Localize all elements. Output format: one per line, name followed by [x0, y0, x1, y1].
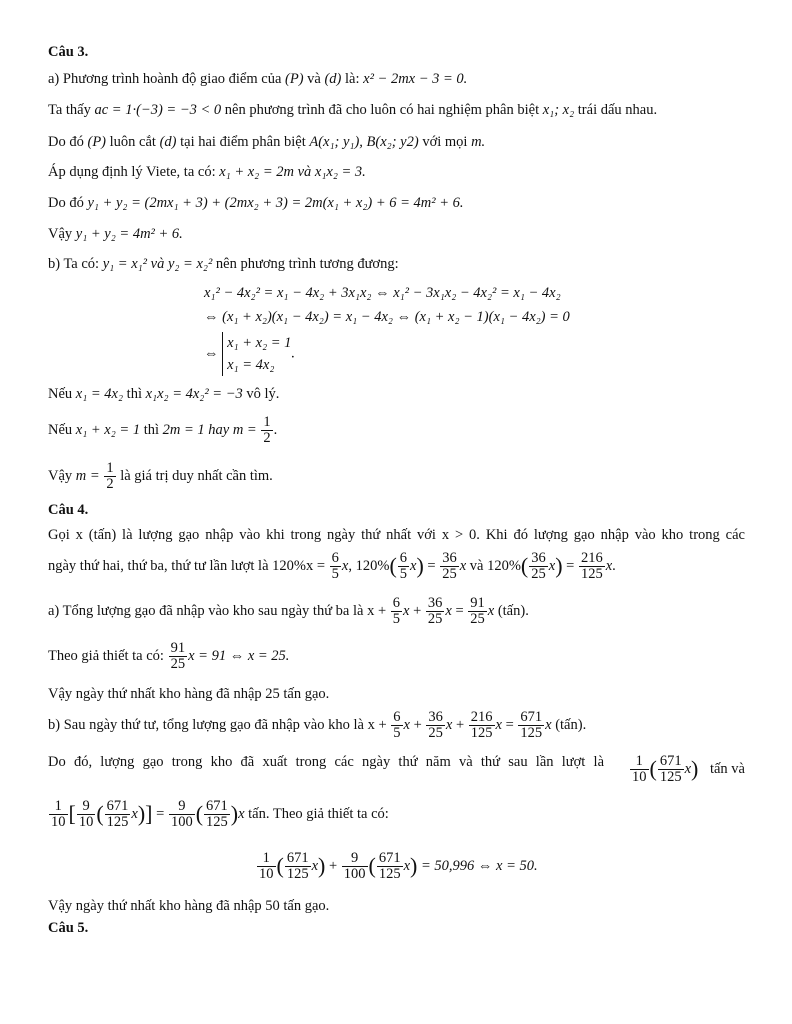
text: nên phương trình đã cho luôn có hai nghiệm phân biệt — [221, 102, 543, 118]
fraction — [377, 851, 403, 882]
fraction — [342, 851, 368, 882]
text: là: — [341, 71, 364, 87]
export-term: $\frac{1}{10}$ ( $\frac{671}{125}$ x) tấn và — [632, 753, 745, 785]
denominator: 125 — [580, 566, 603, 582]
equation-system — [204, 332, 295, 376]
text: (tấn). — [551, 716, 587, 733]
math: x² − 2mx − 3 = 0. — [363, 71, 468, 87]
math: x — [403, 602, 410, 619]
text: . — [273, 421, 278, 438]
math: x — [341, 557, 349, 574]
q4-export-line-2: $\frac{1}{10}$ [ $\frac{9}{10}$ ( $\frac{671}{125}$ x)] = $\frac{9}{100}$ ( $\frac{671}{125}$ )x tấn. Theo giả thiết ta có: — [51, 798, 389, 830]
math: x — [459, 557, 467, 574]
q3-viete-line — [48, 164, 366, 181]
text: tại hai điểm phân biệt — [176, 134, 310, 150]
q4-answer-a: Vậy ngày thứ nhất kho hàng đã nhập 25 tấn gạo. — [48, 686, 330, 702]
text: = — [562, 557, 575, 574]
denominator: 5 — [399, 566, 408, 582]
text: và 120% — [466, 557, 521, 574]
text: = — [451, 602, 464, 619]
text: + — [409, 716, 422, 733]
numerator: 1 — [257, 851, 276, 867]
fraction — [105, 799, 131, 830]
q4-hypothesis-line — [48, 641, 289, 672]
denominator: 10 — [259, 866, 274, 882]
text: = — [501, 716, 514, 733]
fraction — [579, 551, 605, 582]
fraction — [440, 551, 459, 582]
math: y₁ = x₁² và y₂ = x₂² — [102, 256, 213, 272]
fraction — [49, 799, 68, 830]
numerator: 671 — [378, 850, 401, 866]
denominator: 125 — [206, 814, 228, 830]
numerator: 91 — [170, 640, 186, 656]
q3-cut-line — [48, 134, 485, 151]
q4-paragraph-1: Gọi x (tấn) là lượng gạo nhập vào khi trong ngày thứ nhất với x > 0. Khi đó lượng gạo nhập vào kho trong các — [48, 527, 745, 543]
math: x₁ + x₂ = 2m và x₁x₂ = 3. — [219, 164, 366, 180]
text: + — [452, 716, 465, 733]
numerator: 9 — [77, 799, 96, 815]
denominator: 125 — [106, 814, 129, 830]
text: Vậy — [48, 226, 76, 242]
denominator: 125 — [520, 725, 543, 741]
denominator: 100 — [343, 866, 366, 882]
system-row: x₁ = 4x₂ — [227, 357, 275, 373]
numerator: 1 — [49, 799, 68, 815]
math: m = — [75, 467, 100, 484]
text: Ta thấy — [48, 102, 95, 118]
math: x — [410, 557, 417, 574]
denominator: 25 — [428, 725, 443, 741]
math: (d) — [159, 134, 177, 150]
numerator: 36 — [442, 550, 457, 566]
q3-ac-line — [48, 102, 657, 119]
fraction — [77, 799, 96, 830]
denominator: 10 — [632, 769, 647, 785]
q4-a-line — [48, 596, 529, 627]
math: x — [238, 805, 245, 822]
math: x — [403, 716, 410, 733]
q4-heading: Câu 4. — [48, 502, 89, 518]
text: . — [291, 345, 296, 362]
text: Nếu — [48, 386, 76, 402]
math: x₁x₂ = 4x₂² = −3 — [145, 386, 243, 402]
denominator: 125 — [378, 866, 401, 882]
text: = — [152, 805, 165, 822]
text: (tấn). — [494, 602, 529, 619]
text: + — [409, 602, 422, 619]
math: y₁ + y₂ = 4m² + 6. — [75, 226, 183, 242]
denominator: 25 — [531, 566, 546, 582]
denominator: 100 — [170, 814, 193, 830]
fraction — [261, 415, 272, 446]
math: x₁ = 4x₂ — [75, 386, 124, 402]
numerator: 216 — [470, 709, 493, 725]
math: A(x₁; y₁), B(x₂; y2) — [309, 134, 419, 150]
text: tấn và — [709, 760, 745, 777]
numerator: 6 — [392, 595, 401, 611]
math: x — [131, 805, 138, 822]
text: , 120% — [348, 557, 390, 574]
equation-1: x₁² − 4x₂² = x₁ − 4x₂ + 3x₁x₂ ⇔ x₁² − 3x₁x₂ − 4x₂² = x₁ − 4x₂ — [204, 285, 561, 301]
fraction — [468, 596, 487, 627]
math: x₁; x₂ — [542, 102, 575, 118]
text: và — [303, 71, 325, 87]
q3-b-line — [48, 256, 399, 273]
math: = 50,996 ⇔ x = 50. — [417, 857, 538, 874]
denominator: 5 — [392, 611, 401, 627]
math: x — [403, 857, 411, 874]
q3-sum-line — [48, 195, 464, 212]
equation-2: ⇔ (x₁ + x₂)(x₁ − 4x₂) = x₁ − 4x₂ ⇔ (x₁ + x₂ − 1)(x₁ − 4x₂) = 0 — [204, 309, 570, 325]
text: a) Tổng lượng gạo đã nhập vào kho sau ngày thứ ba là x + — [48, 602, 387, 619]
math: x₁ + x₂ = 1 — [75, 421, 141, 438]
fraction — [426, 596, 445, 627]
q3-vay-line — [48, 226, 183, 243]
numerator: 36 — [427, 595, 443, 611]
text: = — [423, 557, 436, 574]
fraction — [204, 799, 230, 830]
math: (P) — [285, 71, 304, 87]
fraction — [169, 641, 188, 672]
denominator: 25 — [442, 566, 457, 582]
numerator: 671 — [520, 709, 543, 725]
q4-b-line — [48, 710, 586, 741]
numerator: 671 — [659, 753, 682, 769]
numerator: 91 — [470, 595, 485, 611]
fraction — [257, 851, 276, 882]
text: Áp dụng định lý Viete, ta có: — [48, 164, 220, 180]
text: b) Ta có: — [48, 256, 103, 272]
math: y₁ + y₂ = (2mx₁ + 3) + (2mx₂ + 3) = 2m(x₁ + x₂) + 6 = 4m² + 6. — [87, 195, 464, 211]
fraction — [658, 754, 684, 785]
math: x — [445, 602, 452, 619]
q3-if1-line — [48, 386, 279, 403]
fraction — [330, 551, 341, 582]
text: + — [325, 857, 338, 874]
q4-paragraph-2: ngày thứ hai, thứ ba, thứ tư lần lượt là 120%x = $\frac{6}{5}$ x, 120%( $\frac{6}{5}$ x) = $\frac{36}{25}$ x và 120%( $\frac{36}{25}$ x) = $\frac{216}{125}$ x. — [48, 550, 616, 582]
denominator: 25 — [470, 611, 485, 627]
text: . — [612, 557, 616, 574]
math: x — [548, 557, 556, 574]
text: thì — [123, 386, 146, 402]
numerator: 216 — [580, 550, 603, 566]
math: x — [311, 857, 319, 874]
text: b) Sau ngày thứ tư, tổng lượng gạo đã nhập vào kho là x + — [48, 716, 387, 733]
denominator: 10 — [51, 814, 66, 830]
iff-symbol: ⇔ — [204, 345, 219, 362]
math: ac = 1·(−3) = −3 < 0 — [94, 102, 222, 118]
math: (d) — [324, 71, 342, 87]
q5-heading: Câu 5. — [48, 920, 89, 936]
q3-a-line — [48, 71, 467, 88]
math: 2m = 1 hay m = — [162, 421, 257, 438]
math: x — [445, 716, 453, 733]
fraction — [529, 551, 548, 582]
fraction — [426, 710, 445, 741]
numerator: 9 — [169, 799, 195, 815]
text: luôn cắt — [106, 134, 160, 150]
denominator: 2 — [263, 430, 271, 446]
text: a) Phương trình hoành độ giao điểm của — [48, 71, 286, 87]
math: x = 91 ⇔ x = 25. — [188, 647, 290, 664]
math: x — [495, 716, 502, 733]
numerator: 1 — [106, 460, 114, 476]
fraction — [285, 851, 311, 882]
denominator: 125 — [659, 769, 682, 785]
math: x — [605, 557, 613, 574]
denominator: 125 — [470, 725, 493, 741]
denominator: 25 — [170, 656, 186, 672]
math: (P) — [87, 134, 106, 150]
system-row: x₁ + x₂ = 1 — [227, 335, 292, 351]
denominator: 10 — [78, 814, 94, 830]
q3-if2-line — [48, 415, 277, 446]
text: Nếu — [48, 421, 76, 438]
numerator: 1 — [263, 414, 271, 430]
numerator: 671 — [206, 798, 228, 814]
numerator: 671 — [106, 798, 129, 814]
text: Vậy — [48, 467, 76, 484]
math: x — [487, 602, 495, 619]
system-bracket — [222, 332, 291, 376]
math: x — [684, 760, 692, 777]
fraction — [398, 551, 409, 582]
numerator: 9 — [342, 851, 368, 867]
fraction — [630, 754, 649, 785]
text: ngày thứ hai, thứ ba, thứ tư lần lượt là 120%x = — [48, 557, 326, 574]
text: Do đó, lượng gạo trong kho đã xuất trong các ngày thứ năm và thứ sau lần lượt là — [48, 754, 605, 770]
denominator: 5 — [331, 566, 339, 582]
numerator: 6 — [331, 550, 339, 566]
fraction — [391, 710, 402, 741]
denominator: 5 — [393, 725, 401, 741]
numerator: 6 — [399, 550, 408, 566]
text: với mọi — [418, 134, 472, 150]
q4-final-equation: $\frac{1}{10}$ ( $\frac{671}{125}$ x) + $\frac{9}{100}$ ( $\frac{671}{125}$ x) = 50,996 ⇔ x = 50. — [259, 850, 538, 882]
text: trái dấu nhau. — [574, 102, 658, 118]
denominator: 125 — [286, 866, 309, 882]
text: thì — [140, 421, 163, 438]
text: nên phương trình tương đương: — [212, 256, 399, 272]
text: là giá trị duy nhất cần tìm. — [116, 467, 273, 484]
denominator: 2 — [106, 476, 114, 492]
fraction — [518, 710, 544, 741]
q4-answer-b: Vậy ngày thứ nhất kho hàng đã nhập 50 tấn gạo. — [48, 898, 330, 914]
fraction — [169, 799, 195, 830]
fraction — [391, 596, 402, 627]
q4-export-line-1 — [48, 753, 745, 785]
math: m. — [471, 134, 486, 150]
denominator: 25 — [427, 611, 443, 627]
numerator: 1 — [630, 754, 649, 770]
q3-heading: Câu 3. — [48, 44, 89, 60]
text: vô lý. — [242, 386, 280, 402]
text: Do đó — [48, 195, 88, 211]
text: Do đó — [48, 134, 88, 150]
text: tấn. Theo giả thiết ta có: — [244, 805, 389, 822]
text: Theo giả thiết ta có: — [48, 647, 164, 664]
numerator: 36 — [531, 550, 546, 566]
numerator: 671 — [286, 850, 309, 866]
numerator: 36 — [428, 709, 443, 725]
fraction — [104, 461, 115, 492]
numerator: 6 — [393, 709, 401, 725]
q3-conclusion-line — [48, 461, 273, 492]
fraction — [469, 710, 495, 741]
math: x — [545, 716, 552, 733]
